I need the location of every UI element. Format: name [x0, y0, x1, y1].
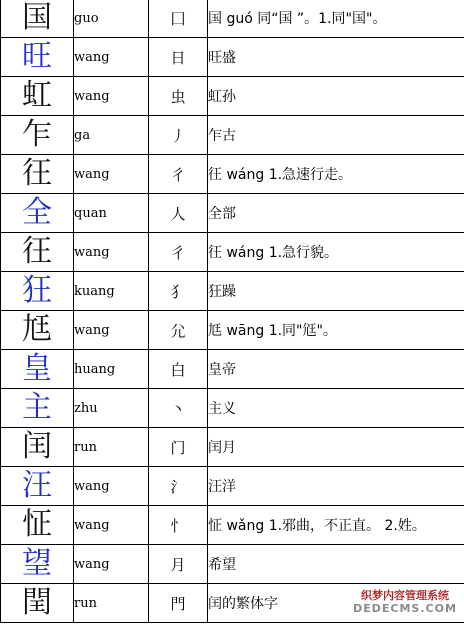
note-cell: 乍古 [208, 116, 464, 155]
pinyin-cell: quan [74, 194, 149, 233]
pinyin-cell: wang [74, 467, 149, 506]
table-row [1, 155, 464, 194]
table-row [1, 389, 464, 428]
note-cell: 怔 wǎng 1.邪曲，不正直。 2.姓。 [208, 506, 464, 545]
note-cell: 彺 wáng 1.急速行走。 [208, 155, 464, 194]
radical-cell: 氵 [149, 467, 208, 506]
character-cell: 旺 [1, 38, 74, 77]
note-cell: 闰月 [208, 428, 464, 467]
note-cell: 狂躁 [208, 272, 464, 311]
table-row [1, 77, 464, 116]
table-row [1, 428, 464, 467]
table-row [1, 506, 464, 545]
radical-cell: 彳 [149, 233, 208, 272]
character-cell: 狂 [1, 272, 74, 311]
note-cell: 汪洋 [208, 467, 464, 506]
character-cell: 怔 [1, 506, 74, 545]
table-row [1, 467, 464, 506]
table-row [1, 311, 464, 350]
character-cell: 尪 [1, 311, 74, 350]
character-table-body [1, 0, 464, 623]
character-cell: 全 [1, 194, 74, 233]
character-cell: 乍 [1, 116, 74, 155]
note-cell: 全部 [208, 194, 464, 233]
pinyin-cell: zhu [74, 389, 149, 428]
note-cell: 虹孙 [208, 77, 464, 116]
table-row [1, 545, 464, 584]
note-cell: 旺盛 [208, 38, 464, 77]
radical-cell: 白 [149, 350, 208, 389]
note-cell: 尪 wāng 1.同"尩"。 [208, 311, 464, 350]
character-cell: 彺 [1, 233, 74, 272]
table-row [1, 116, 464, 155]
table-row [1, 584, 464, 623]
character-cell: 虹 [1, 77, 74, 116]
pinyin-cell: run [74, 584, 149, 623]
table-row [1, 272, 464, 311]
watermark-title: 织梦内容管理系统 [361, 589, 449, 602]
note-cell: 彺 wáng 1.急行貌。 [208, 233, 464, 272]
watermark-url: DEDECMS.COM [353, 602, 457, 615]
character-cell: 闰 [1, 428, 74, 467]
table-row [1, 233, 464, 272]
radical-cell: 囗 [149, 0, 208, 38]
radical-cell: 人 [149, 194, 208, 233]
pinyin-cell: wang [74, 311, 149, 350]
character-cell: 皇 [1, 350, 74, 389]
radical-cell: 彳 [149, 155, 208, 194]
note-cell: 皇帝 [208, 350, 464, 389]
pinyin-cell: wang [74, 233, 149, 272]
table-row [1, 194, 464, 233]
radical-cell: 门 [149, 428, 208, 467]
pinyin-cell: kuang [74, 272, 149, 311]
radical-cell: 虫 [149, 77, 208, 116]
radical-cell: 日 [149, 38, 208, 77]
radical-cell: 門 [149, 584, 208, 623]
character-cell: 彺 [1, 155, 74, 194]
character-cell: 閏 [1, 584, 74, 623]
radical-cell: 丿 [149, 116, 208, 155]
pinyin-cell: wang [74, 77, 149, 116]
character-cell: 望 [1, 545, 74, 584]
note-cell: 希望 [208, 545, 464, 584]
pinyin-cell: wang [74, 506, 149, 545]
note-cell: 国 guó 同“国 ”。1.同"国"。 [208, 0, 464, 38]
pinyin-cell: run [74, 428, 149, 467]
radical-cell: 犭 [149, 272, 208, 311]
character-cell: 主 [1, 389, 74, 428]
table-row [1, 0, 464, 38]
table-row [1, 350, 464, 389]
pinyin-cell: wang [74, 155, 149, 194]
radical-cell: 尣 [149, 311, 208, 350]
table-row [1, 38, 464, 77]
note-cell: 主义 [208, 389, 464, 428]
pinyin-cell: ga [74, 116, 149, 155]
character-cell: 汪 [1, 467, 74, 506]
pinyin-cell: wang [74, 38, 149, 77]
radical-cell: 月 [149, 545, 208, 584]
pinyin-cell: huang [74, 350, 149, 389]
note-cell: 闰的繁体字 [208, 584, 464, 623]
radical-cell: 忄 [149, 506, 208, 545]
pinyin-cell: wang [74, 545, 149, 584]
character-cell: 国 [1, 0, 74, 38]
pinyin-cell: guo [74, 0, 149, 38]
radical-cell: 丶 [149, 389, 208, 428]
